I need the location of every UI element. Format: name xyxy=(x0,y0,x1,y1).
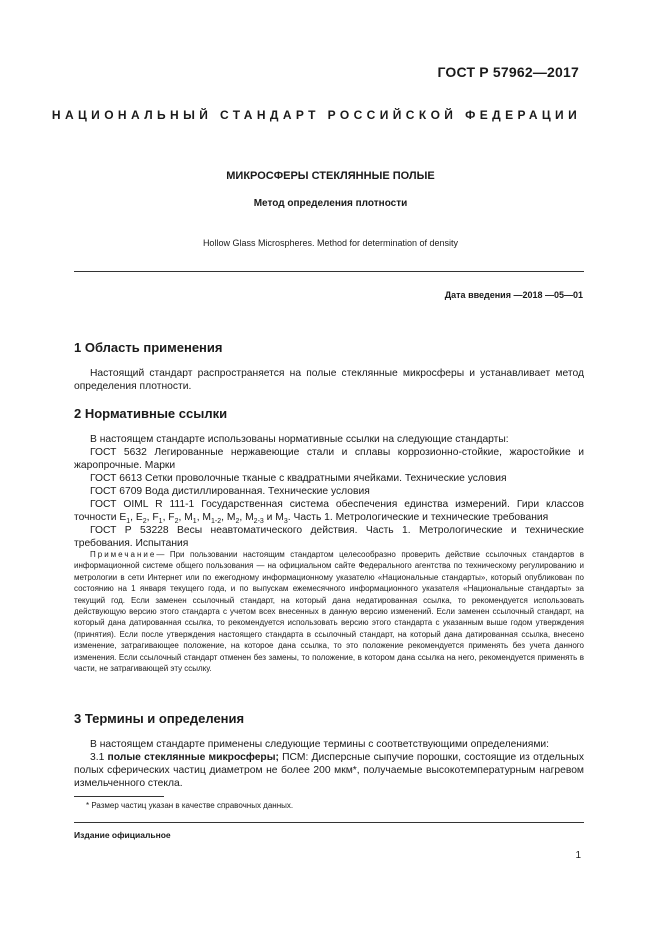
note-text: — При пользовании настоящим стандартом целесообразно проверить действие ссылочных стандартов в информационной системе общего пользования — на официальном сайте Федерального агентства по техническому регулированию и метрологии в сети Интернет или по ежегодному информационному указателю «Национальные стандарты», который опубликован по состоянию на 1 января текущего года, и по выпускам ежемесячного информационного указателя «Национальные стандарты» за текущий год. Если заменен ссылочный стандарт, на который дана недатированная ссылка, то рекомендуется использовать действующую версию этого стандарта с учетом всех внесенных в данную версию изменений. Если заменен ссылочный стандарт, на который дана датированная ссылка, то рекомендуется использовать версию этого стандарта с указанным выше годом утверждения (принятия). Если после утверждения настоящего стандарта в ссылочный стандарт, на который дана датированная ссылка, внесено изменение, затрагивающее положение, на которое дана ссылка, то это положение рекомендуется применять без учета данного изменения. Если ссылочный стандарт отменен без замены, то положение, в котором дана ссылка на него, рекомендуется применять в части, не затрагивающей эту ссылку. xyxy=(74,550,584,674)
footnote: * Размер частиц указан в качестве справочных данных. xyxy=(86,801,294,810)
document-subtitle: Метод определения плотности xyxy=(253,198,408,209)
national-standard-banner: НАЦИОНАЛЬНЫЙ СТАНДАРТ РОССИЙСКОЙ ФЕДЕРАЦИИ xyxy=(51,108,582,122)
term-name: полые стеклянные микросферы; xyxy=(107,752,279,763)
title-divider xyxy=(74,271,584,272)
section-1-heading: 1 Область применения xyxy=(74,340,223,355)
introduction-date: Дата введения —2018 —05—01 xyxy=(444,290,583,300)
footer-divider xyxy=(74,822,584,823)
section-2-references xyxy=(74,433,584,550)
reference-gost-oiml: ГОСТ OIML R 111-1 Государственная система обеспечения единства измерений. Гири классов точности $E_1$, $E_2$, $F_1$, $F_2$, $M_1$, $M_{1-2}$, $M_2$, $M_{2-3}$ и $M_3$. Часть 1. Метрологические и технические требования xyxy=(74,499,584,526)
reference-gost-5632: ГОСТ 5632 Легированные нержавеющие стали и сплавы коррозионно-стойкие, жаростойкие и жаропрочные. Марки xyxy=(74,447,584,471)
section-2-heading: 2 Нормативные ссылки xyxy=(74,406,228,421)
english-title: Hollow Glass Microspheres. Method for determination of density xyxy=(202,238,459,248)
section-3-terms xyxy=(74,738,584,790)
reference-gost-r-53228: ГОСТ Р 53228 Весы неавтоматического действия. Часть 1. Метрологические и технические требования. Испытания xyxy=(74,525,584,549)
footnote-divider xyxy=(74,796,164,797)
term-3-1: 3.1 полые стеклянные микросферы; ПСМ: Дисперсные сыпучие порошки, состоящие из отдельных полых сферических частиц диаметром не более 200 мкм*, получаемые высокотемпературным нагревом измельченного стекла. xyxy=(74,752,584,789)
reference-gost-6709: ГОСТ 6709 Вода дистиллированная. Технические условия xyxy=(90,486,370,497)
terms-intro: В настоящем стандарте применены следующие термины с соответствующими определениями: xyxy=(90,739,550,750)
official-edition-label: Издание официальное xyxy=(74,830,171,840)
section-1-text xyxy=(74,367,584,393)
gost-number: ГОСТ Р 57962—2017 xyxy=(437,64,579,80)
references-intro: В настоящем стандарте использованы нормативные ссылки на следующие стандарты: xyxy=(90,434,509,445)
document-title: МИКРОСФЕРЫ СТЕКЛЯННЫЕ ПОЛЫЕ xyxy=(226,170,435,182)
page-number: 1 xyxy=(575,850,581,861)
scope-paragraph: Настоящий стандарт распространяется на полые стеклянные микросферы и устанавливает метод определения плотности. xyxy=(74,368,584,392)
note-label: Примечание xyxy=(90,550,157,559)
section-3-heading: 3 Термины и определения xyxy=(74,711,245,726)
reference-gost-6613: ГОСТ 6613 Сетки проволочные тканые с квадратными ячейками. Технические условия xyxy=(90,473,507,484)
references-note xyxy=(74,549,584,674)
